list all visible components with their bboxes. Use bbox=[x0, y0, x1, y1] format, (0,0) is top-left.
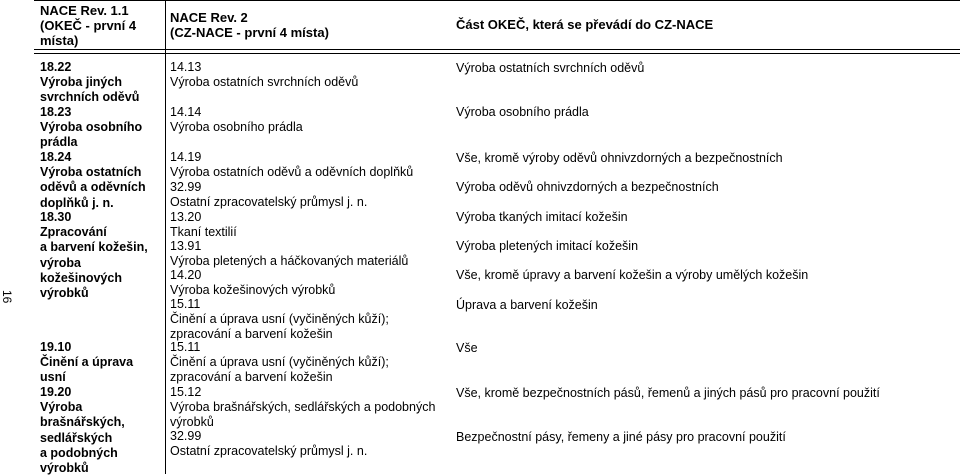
col2-cell: 14.20 Výroba kožešinových výrobků bbox=[170, 268, 336, 297]
page-number: 16 bbox=[0, 290, 14, 304]
col1-cell: 19.10 Činění a úprava usní bbox=[40, 340, 134, 385]
col3-cell: Bezpečnostní pásy, řemeny a jiné pásy pro pracovní použití bbox=[456, 430, 786, 444]
header-col3: Část OKEČ, která se převádí do CZ-NACE bbox=[456, 17, 714, 32]
col3-cell: Výroba ostatních svrchních oděvů bbox=[456, 61, 645, 75]
col1-cell: 18.24 Výroba ostatních oděvů a oděvních doplňků j. n. bbox=[40, 150, 146, 210]
col3-cell: Výroba tkaných imitací kožešin bbox=[456, 210, 628, 224]
header-rule-2 bbox=[34, 53, 960, 54]
col1-cell: 18.30 Zpracování a barvení kožešin, výroba kožešinových výrobků bbox=[40, 210, 148, 301]
col3-cell: Výroba osobního prádla bbox=[456, 105, 589, 119]
header-rule bbox=[34, 49, 960, 50]
column-divider-1 bbox=[165, 0, 166, 474]
col3-cell: Vše, kromě bezpečnostních pásů, řemenů a jiných pásů pro pracovní použití bbox=[456, 386, 880, 400]
col2-cell: 15.11 Činění a úprava usní (vyčiněných kůží); zpracování a barvení kožešin bbox=[170, 297, 389, 341]
col2-cell: 15.12 Výroba brašnářských, sedlářských a podobných výrobků bbox=[170, 385, 436, 429]
col1-cell: 18.23 Výroba osobního prádla bbox=[40, 105, 143, 150]
header-col2: NACE Rev. 2 (CZ-NACE - první 4 místa) bbox=[170, 10, 329, 40]
col2-cell: 13.91 Výroba pletených a háčkovaných materiálů bbox=[170, 239, 409, 268]
col2-cell: 32.99 Ostatní zpracovatelský průmysl j. n. bbox=[170, 429, 368, 458]
col2-cell: 13.20 Tkaní textilií bbox=[170, 210, 237, 239]
col2-cell: 14.19 Výroba ostatních oděvů a oděvních doplňků bbox=[170, 150, 414, 179]
col2-cell: 14.13 Výroba ostatních svrchních oděvů bbox=[170, 60, 359, 89]
col2-cell: 32.99 Ostatní zpracovatelský průmysl j. n. bbox=[170, 180, 368, 209]
col1-cell: 18.22 Výroba jiných svrchních oděvů bbox=[40, 60, 140, 105]
col3-cell: Úprava a barvení kožešin bbox=[456, 298, 598, 312]
table-top-rule bbox=[34, 0, 960, 1]
col2-cell: 14.14 Výroba osobního prádla bbox=[170, 105, 303, 134]
col3-cell: Vše bbox=[456, 341, 478, 355]
col2-cell: 15.11 Činění a úprava usní (vyčiněných kůží); zpracování a barvení kožešin bbox=[170, 340, 389, 384]
header-col1: NACE Rev. 1.1 (OKEČ - první 4 místa) bbox=[40, 3, 137, 48]
col3-cell: Vše, kromě úpravy a barvení kožešin a výroby umělých kožešin bbox=[456, 268, 809, 282]
col1-cell: 19.20 Výroba brašnářských, sedlářských a podobných výrobků bbox=[40, 385, 125, 476]
col3-cell: Vše, kromě výroby oděvů ohnivzdorných a bezpečnostních bbox=[456, 151, 783, 165]
col3-cell: Výroba oděvů ohnivzdorných a bezpečnostních bbox=[456, 180, 719, 194]
col3-cell: Výroba pletených imitací kožešin bbox=[456, 239, 639, 253]
